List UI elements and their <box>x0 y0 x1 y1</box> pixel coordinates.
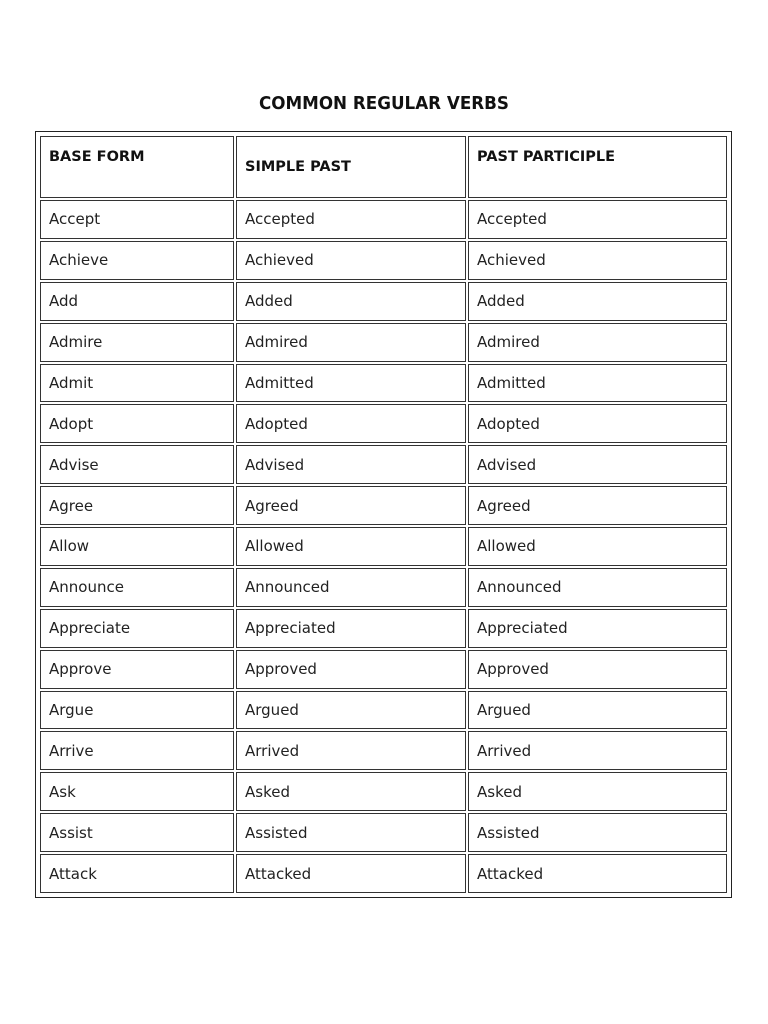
simple-past-cell: Adopted <box>236 404 466 443</box>
past-participle-cell: Agreed <box>468 486 727 525</box>
table-row <box>40 772 727 811</box>
table-row <box>40 568 727 607</box>
table-row <box>40 486 727 525</box>
table-row <box>40 200 727 239</box>
verb-table-frame <box>35 131 732 898</box>
base-form-cell: Assist <box>40 813 234 852</box>
table-row <box>40 364 727 403</box>
simple-past-cell: Added <box>236 282 466 321</box>
simple-past-cell: Asked <box>236 772 466 811</box>
base-form-cell: Admire <box>40 323 234 362</box>
past-participle-cell: Approved <box>468 650 727 689</box>
past-participle-cell: Added <box>468 282 727 321</box>
verb-table <box>38 134 729 895</box>
simple-past-cell: Admitted <box>236 364 466 403</box>
base-form-cell: Allow <box>40 527 234 566</box>
past-participle-cell: Arrived <box>468 731 727 770</box>
base-form-cell: Attack <box>40 854 234 893</box>
simple-past-cell: Argued <box>236 691 466 730</box>
table-row <box>40 813 727 852</box>
base-form-cell: Appreciate <box>40 609 234 648</box>
past-participle-cell: Argued <box>468 691 727 730</box>
base-form-cell: Ask <box>40 772 234 811</box>
simple-past-cell: Attacked <box>236 854 466 893</box>
header-simple-past: SIMPLE PAST <box>236 136 466 198</box>
simple-past-cell: Advised <box>236 445 466 484</box>
past-participle-cell: Admired <box>468 323 727 362</box>
table-row <box>40 323 727 362</box>
base-form-cell: Approve <box>40 650 234 689</box>
past-participle-cell: Announced <box>468 568 727 607</box>
past-participle-cell: Assisted <box>468 813 727 852</box>
table-row <box>40 609 727 648</box>
table-row <box>40 445 727 484</box>
verb-rows <box>40 200 727 893</box>
base-form-cell: Adopt <box>40 404 234 443</box>
base-form-cell: Accept <box>40 200 234 239</box>
base-form-cell: Argue <box>40 691 234 730</box>
simple-past-cell: Approved <box>236 650 466 689</box>
base-form-cell: Add <box>40 282 234 321</box>
past-participle-cell: Admitted <box>468 364 727 403</box>
past-participle-cell: Allowed <box>468 527 727 566</box>
table-row <box>40 282 727 321</box>
table-row <box>40 404 727 443</box>
table-row <box>40 691 727 730</box>
past-participle-cell: Achieved <box>468 241 727 280</box>
past-participle-cell: Attacked <box>468 854 727 893</box>
table-row <box>40 731 727 770</box>
base-form-cell: Achieve <box>40 241 234 280</box>
simple-past-cell: Announced <box>236 568 466 607</box>
table-row <box>40 854 727 893</box>
table-row <box>40 241 727 280</box>
simple-past-cell: Admired <box>236 323 466 362</box>
base-form-cell: Arrive <box>40 731 234 770</box>
simple-past-cell: Accepted <box>236 200 466 239</box>
simple-past-cell: Appreciated <box>236 609 466 648</box>
past-participle-cell: Asked <box>468 772 727 811</box>
past-participle-cell: Accepted <box>468 200 727 239</box>
header-row <box>40 136 727 198</box>
simple-past-cell: Allowed <box>236 527 466 566</box>
past-participle-cell: Appreciated <box>468 609 727 648</box>
page-title: COMMON REGULAR VERBS <box>258 93 509 114</box>
base-form-cell: Agree <box>40 486 234 525</box>
simple-past-cell: Arrived <box>236 731 466 770</box>
base-form-cell: Announce <box>40 568 234 607</box>
past-participle-cell: Advised <box>468 445 727 484</box>
header-past-participle: PAST PARTICIPLE <box>468 136 727 198</box>
simple-past-cell: Agreed <box>236 486 466 525</box>
table-row <box>40 527 727 566</box>
base-form-cell: Admit <box>40 364 234 403</box>
header-base-form: BASE FORM <box>40 136 234 198</box>
base-form-cell: Advise <box>40 445 234 484</box>
past-participle-cell: Adopted <box>468 404 727 443</box>
simple-past-cell: Achieved <box>236 241 466 280</box>
simple-past-cell: Assisted <box>236 813 466 852</box>
table-row <box>40 650 727 689</box>
